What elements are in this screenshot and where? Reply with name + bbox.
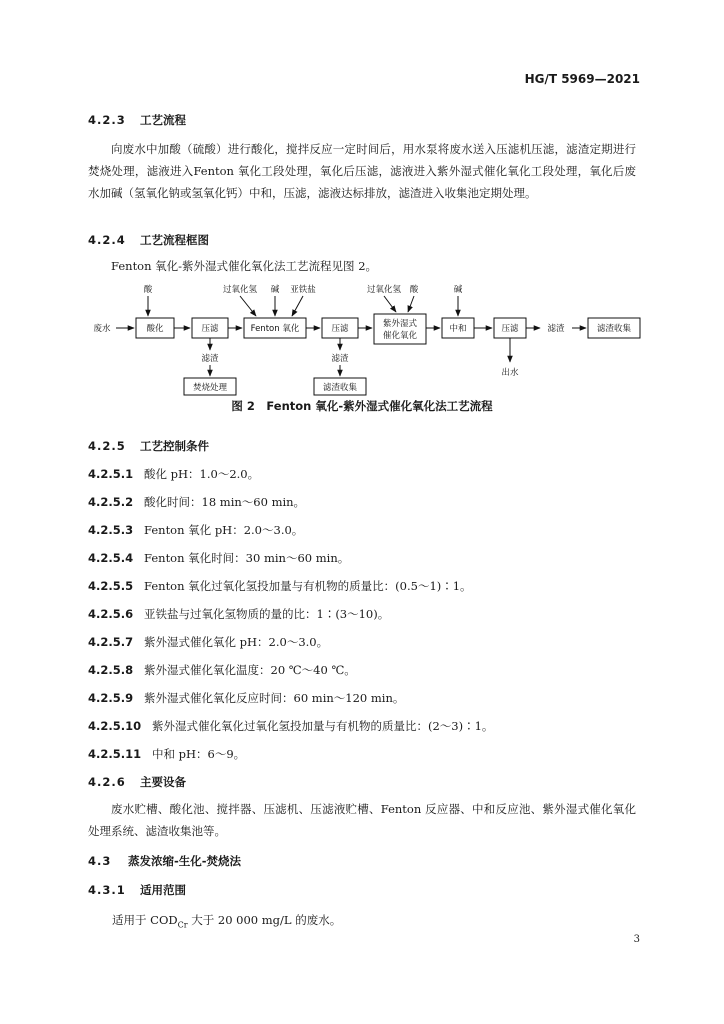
input-base-1: 碱 <box>270 285 280 295</box>
heading-4-3 <box>88 853 241 869</box>
box-uv-label-line1: 紫外湿式 <box>382 319 418 329</box>
list-item <box>88 466 259 482</box>
wastewater-label: 废水 <box>93 324 111 334</box>
item-text: 紫外湿式催化氧化 pH：2.0～3.0。 <box>144 635 329 649</box>
item-text: 中和 pH：6～9。 <box>152 747 246 761</box>
list-item <box>88 494 305 510</box>
item-number: 4.2.5.1 <box>88 467 134 481</box>
heading-number: 4.2.5 <box>88 439 126 453</box>
list-item <box>88 746 245 762</box>
input-acid-1: 酸 <box>143 285 153 295</box>
list-item <box>88 578 472 594</box>
list-item <box>88 718 493 734</box>
heading-4-2-6 <box>88 774 186 790</box>
item-text: Fenton 氧化 pH：2.0～3.0。 <box>144 523 304 537</box>
box-residue-collection-label: 滤渣收集 <box>596 324 632 334</box>
list-item <box>88 606 389 622</box>
heading-4-3-1 <box>88 882 186 898</box>
heading-number: 4.3 <box>88 854 112 868</box>
heading-title: 主要设备 <box>140 775 186 789</box>
box-residue-collection-2-label: 滤渣收集 <box>322 383 358 393</box>
item-text: 酸化时间：18 min～60 min。 <box>144 495 306 509</box>
box-uv-label-line2: 催化氧化 <box>382 331 418 341</box>
item-text: 紫外湿式催化氧化反应时间：60 min～120 min。 <box>144 691 405 705</box>
box-acidify-label: 酸化 <box>146 324 164 334</box>
applicability-text-end: 大于 20 000 mg/L 的废水。 <box>187 913 342 927</box>
residue-label-1: 滤渣 <box>201 354 219 364</box>
heading-title: 工艺控制条件 <box>140 439 209 453</box>
heading-number: 4.2.6 <box>88 775 126 789</box>
applicability-text-start: 适用于 COD <box>112 913 178 927</box>
arrow <box>408 296 414 312</box>
heading-title: 适用范围 <box>140 883 186 897</box>
outlet-label: 出水 <box>501 368 519 378</box>
input-h2o2-2: 过氧化氢 <box>366 285 402 295</box>
cod-subscript: Cr <box>177 920 188 930</box>
heading-title: 蒸发浓缩-生化-焚烧法 <box>128 854 242 868</box>
input-acid-2: 酸 <box>409 285 419 295</box>
diagram-intro: Fenton 氧化-紫外湿式催化氧化法工艺流程见图 2。 <box>111 259 378 273</box>
heading-number: 4.2.3 <box>88 113 126 127</box>
heading-4-2-4 <box>88 232 209 248</box>
heading-4-2-5 <box>88 438 209 454</box>
input-h2o2-1: 过氧化氢 <box>222 285 258 295</box>
input-ferrous-salt: 亚铁盐 <box>290 285 316 295</box>
heading-title: 工艺流程 <box>140 113 186 127</box>
box-incineration-label: 焚烧处理 <box>192 383 228 393</box>
page-number: 3 <box>633 934 640 945</box>
item-number: 4.2.5.10 <box>88 719 142 733</box>
box-fenton-label: Fenton 氧化 <box>250 324 300 334</box>
list-item <box>88 550 349 566</box>
box-press-filter-3-label: 压滤 <box>501 324 519 334</box>
box-press-filter-1-label: 压滤 <box>201 324 219 334</box>
item-number: 4.2.5.9 <box>88 691 134 705</box>
heading-4-2-3 <box>88 112 186 128</box>
process-flow-diagram <box>0 278 724 396</box>
figure-caption: 图 2 Fenton 氧化-紫外湿式催化氧化法工艺流程 <box>231 399 493 413</box>
arrow <box>384 296 396 312</box>
standard-code: HG/T 5969—2021 <box>524 72 640 86</box>
item-number: 4.2.5.7 <box>88 635 134 649</box>
list-item <box>88 662 356 678</box>
item-number: 4.2.5.6 <box>88 607 134 621</box>
list-item <box>88 522 303 538</box>
item-number: 4.2.5.3 <box>88 523 134 537</box>
arrow <box>240 296 256 316</box>
box-press-filter-2-label: 压滤 <box>331 324 349 334</box>
box-neutralize-label: 中和 <box>449 324 467 334</box>
item-number: 4.2.5.5 <box>88 579 134 593</box>
residue-label-3: 滤渣 <box>547 324 565 334</box>
item-text: 酸化 pH：1.0～2.0。 <box>144 467 260 481</box>
item-text: 紫外湿式催化氧化温度：20 ℃～40 ℃。 <box>144 663 356 677</box>
item-number: 4.2.5.8 <box>88 663 134 677</box>
list-item <box>88 634 328 650</box>
item-text: 紫外湿式催化氧化过氧化氢投加量与有机物的质量比：(2～3)∶1。 <box>152 719 494 733</box>
item-number: 4.2.5.11 <box>88 747 142 761</box>
item-number: 4.2.5.4 <box>88 551 134 565</box>
equipment-description: 废水贮槽、酸化池、搅拌器、压滤机、压滤液贮槽、Fenton 反应器、中和反应池、紫外湿式催化氧化处理系统、滤渣收集池等。 <box>88 802 636 838</box>
heading-title: 工艺流程框图 <box>140 233 209 247</box>
list-item <box>88 690 404 706</box>
applicability-text <box>112 912 341 929</box>
arrow <box>292 296 303 316</box>
residue-label-2: 滤渣 <box>331 354 349 364</box>
item-number: 4.2.5.2 <box>88 495 134 509</box>
item-text: Fenton 氧化时间：30 min～60 min。 <box>144 551 350 565</box>
item-text: 亚铁盐与过氧化氢物质的量的比：1∶(3～10)。 <box>144 607 390 621</box>
item-text: Fenton 氧化过氧化氢投加量与有机物的质量比：(0.5～1)∶1。 <box>144 579 472 593</box>
process-description: 向废水中加酸（硫酸）进行酸化，搅拌反应一定时间后，用水泵将废水送入压滤机压滤，滤渣定期进行焚烧处理，滤液进入Fenton 氧化工段处理，氧化后压滤，滤液进入紫外湿式催化氧化工段处理，氧化后废水加碱（氢氧化钠或氢氧化钙）中和，压滤，滤液达标排放，滤渣进入收集池定期处理。 <box>88 142 636 200</box>
heading-number: 4.2.4 <box>88 233 126 247</box>
input-base-2: 碱 <box>453 285 463 295</box>
heading-number: 4.3.1 <box>88 883 126 897</box>
